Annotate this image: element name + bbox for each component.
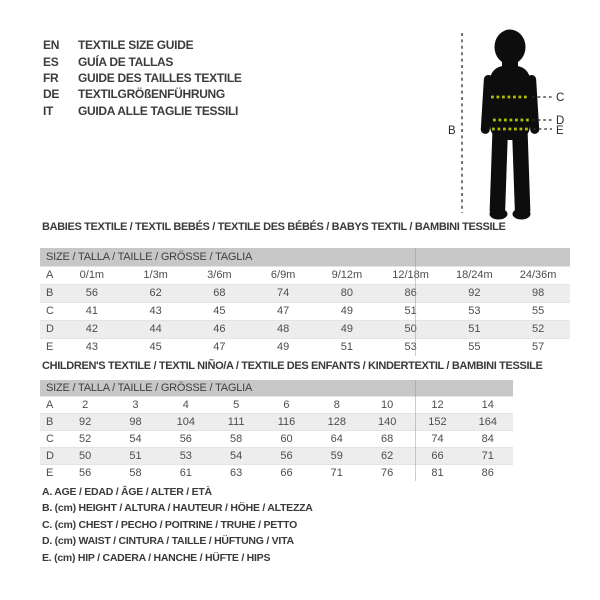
size-cell: 111 xyxy=(227,416,245,428)
language-code: IT xyxy=(43,103,54,118)
size-cell: 64 xyxy=(330,433,343,445)
legend-line-hip: E. (cm) HIP / CADERA / HANCHE / HÜFTE / HIPS xyxy=(42,551,271,564)
row-label: D xyxy=(46,450,54,462)
size-cell: 42 xyxy=(85,323,98,335)
size-cell: 49 xyxy=(340,305,353,317)
size-cell: 56 xyxy=(179,433,192,445)
size-cell: 50 xyxy=(79,450,92,462)
size-cell: 3 xyxy=(132,399,139,411)
size-cell: 43 xyxy=(85,341,98,353)
language-code: EN xyxy=(43,38,60,53)
size-cell: 58 xyxy=(230,433,243,445)
size-cell: 5 xyxy=(233,399,240,411)
size-cell: 104 xyxy=(176,416,195,428)
size-cell: 12/18m xyxy=(392,269,429,281)
size-cell: 54 xyxy=(129,433,142,445)
row-label: C xyxy=(46,433,54,445)
size-cell: 51 xyxy=(129,450,142,462)
table-row-height xyxy=(40,413,513,430)
size-cell: 58 xyxy=(129,467,142,479)
size-cell: 62 xyxy=(381,450,394,462)
size-cell: 152 xyxy=(428,416,447,428)
size-cell: 116 xyxy=(277,416,296,428)
size-cell: 71 xyxy=(330,467,343,479)
table-row-age xyxy=(40,266,570,284)
size-cell: 46 xyxy=(213,323,226,335)
hip-label: E xyxy=(556,125,564,137)
size-cell: 51 xyxy=(404,305,417,317)
guide-title-de: TEXTILGRÖßENFÜHRUNG xyxy=(78,87,225,102)
language-row-en xyxy=(43,37,242,53)
left-foot-shape xyxy=(490,209,508,220)
legend-line-waist: D. (cm) WAIST / CINTURA / TAILLE / HÜFTUNG / VITA xyxy=(42,535,294,548)
legend-line-chest: C. (cm) CHEST / PECHO / POITRINE / TRUHE / PETTO xyxy=(42,518,298,531)
size-cell: 61 xyxy=(179,467,192,479)
size-cell: 98 xyxy=(129,416,142,428)
size-cell: 49 xyxy=(340,323,353,335)
size-cell: 74 xyxy=(277,287,290,299)
language-code: ES xyxy=(43,54,59,69)
guide-title-it: GUIDA ALLE TAGLIE TESSILI xyxy=(78,103,239,118)
waist-label: D xyxy=(556,115,565,127)
guide-title-es: GUÍA DE TALLAS xyxy=(78,54,174,69)
size-cell: 6 xyxy=(283,399,290,411)
row-label: E xyxy=(46,341,54,353)
measurement-legend xyxy=(42,486,313,568)
size-cell: 45 xyxy=(149,341,162,353)
row-label: A xyxy=(46,399,54,411)
size-cell: 24/36m xyxy=(519,269,557,281)
size-cell: 128 xyxy=(327,416,346,428)
size-cell: 140 xyxy=(377,416,397,428)
size-cell: 84 xyxy=(481,433,494,445)
size-header-row: SIZE / TALLA / TAILLE / GRÖSSE / TAGLIA xyxy=(40,380,513,396)
legend-line-height: B. (cm) HEIGHT / ALTURA / HAUTEUR / HÖHE / ALTEZZA xyxy=(42,502,313,515)
size-cell: 47 xyxy=(277,305,290,317)
table-row-age xyxy=(40,396,513,413)
row-label: A xyxy=(46,269,54,281)
size-cell: 76 xyxy=(381,467,394,479)
size-cell: 60 xyxy=(280,433,293,445)
size-cell: 53 xyxy=(468,305,481,317)
size-cell: 92 xyxy=(79,416,92,428)
size-cell: 12 xyxy=(431,399,444,411)
babies-section-title: BABIES TEXTILE / TEXTIL BEBÉS / TEXTILE DES BÉBÉS / BABYS TEXTIL / BAMBINI TESSILE xyxy=(42,221,506,233)
size-header-row: SIZE / TALLA / TAILLE / GRÖSSE / TAGLIA xyxy=(40,248,570,266)
size-cell: 71 xyxy=(481,450,494,462)
table-row-waist xyxy=(40,447,513,464)
table-row-chest xyxy=(40,430,513,447)
guide-title-fr: GUIDE DES TAILLES TEXTILE xyxy=(78,70,242,85)
size-cell: 55 xyxy=(532,305,545,317)
language-row-it xyxy=(43,103,242,119)
size-cell: 4 xyxy=(182,399,189,411)
size-cell: 49 xyxy=(277,341,290,353)
size-cell: 68 xyxy=(381,433,394,445)
child-silhouette xyxy=(481,30,540,220)
size-cell: 62 xyxy=(149,287,162,299)
size-cell: 86 xyxy=(404,287,417,299)
child-figure-diagram xyxy=(445,23,575,228)
size-cell: 51 xyxy=(468,323,481,335)
size-cell: 66 xyxy=(431,450,444,462)
size-cell: 66 xyxy=(280,467,293,479)
size-cell: 9/12m xyxy=(331,269,363,281)
size-cell: 56 xyxy=(280,450,293,462)
size-cell: 3/6m xyxy=(207,269,232,281)
size-cell: 50 xyxy=(404,323,417,335)
right-leg-shape xyxy=(512,128,531,217)
row-label: E xyxy=(46,467,54,479)
size-cell: 44 xyxy=(149,323,162,335)
babies-size-table xyxy=(40,248,570,356)
size-cell: 2 xyxy=(82,399,89,411)
size-cell: 14 xyxy=(481,399,494,411)
row-label: B xyxy=(46,287,54,299)
size-cell: 80 xyxy=(340,287,353,299)
table-row-hip xyxy=(40,338,570,356)
size-cell: 51 xyxy=(340,341,353,353)
height-label: B xyxy=(448,125,456,137)
size-cell: 53 xyxy=(404,341,417,353)
size-cell: 43 xyxy=(149,305,162,317)
children-size-table xyxy=(40,380,513,481)
size-cell: 59 xyxy=(330,450,343,462)
row-label: D xyxy=(46,323,54,335)
legend-line-age: A. AGE / EDAD / ÂGE / ALTER / ETÀ xyxy=(42,486,212,498)
language-code: DE xyxy=(43,87,60,102)
size-cell: 56 xyxy=(79,467,92,479)
size-cell: 6/9m xyxy=(270,269,296,281)
left-leg-shape xyxy=(489,128,508,217)
table-row-hip xyxy=(40,464,513,481)
size-cell: 86 xyxy=(481,467,494,479)
guide-title-en: TEXTILE SIZE GUIDE xyxy=(78,38,194,53)
table-pane-divider xyxy=(415,380,416,481)
language-title-list xyxy=(43,37,242,119)
size-cell: 47 xyxy=(213,341,226,353)
language-row-fr xyxy=(43,70,242,86)
children-section-title: CHILDREN'S TEXTILE / TEXTIL NIÑO/A / TEXTILE DES ENFANTS / KINDERTEXTIL / BAMBINI TESSILE xyxy=(42,360,543,372)
size-cell: 48 xyxy=(277,323,290,335)
language-code: FR xyxy=(43,70,59,85)
table-row-height xyxy=(40,284,570,302)
size-cell: 74 xyxy=(431,433,444,445)
size-cell: 8 xyxy=(333,399,340,411)
size-cell: 53 xyxy=(179,450,192,462)
size-cell: 98 xyxy=(532,287,545,299)
chest-label: C xyxy=(556,92,565,104)
size-cell: 0/1m xyxy=(79,269,105,281)
right-foot-shape xyxy=(513,209,531,220)
size-cell: 164 xyxy=(478,416,497,428)
table-pane-divider xyxy=(415,248,416,356)
size-cell: 10 xyxy=(381,399,394,411)
size-cell: 57 xyxy=(532,341,545,353)
size-cell: 92 xyxy=(468,287,481,299)
table-row-waist xyxy=(40,320,570,338)
size-cell: 56 xyxy=(85,287,98,299)
size-cell: 55 xyxy=(468,341,481,353)
size-cell: 18/24m xyxy=(456,269,493,281)
size-cell: 54 xyxy=(230,450,243,462)
row-label: C xyxy=(46,305,54,317)
language-row-de xyxy=(43,86,242,102)
size-cell: 52 xyxy=(79,433,92,445)
language-row-es xyxy=(43,53,242,69)
row-label: B xyxy=(46,416,54,428)
table-row-chest xyxy=(40,302,570,320)
size-cell: 52 xyxy=(532,323,545,335)
size-cell: 68 xyxy=(213,287,226,299)
size-cell: 41 xyxy=(85,305,98,317)
size-cell: 81 xyxy=(431,467,444,479)
size-cell: 45 xyxy=(213,305,226,317)
size-cell: 63 xyxy=(230,467,243,479)
size-cell: 1/3m xyxy=(143,269,168,281)
